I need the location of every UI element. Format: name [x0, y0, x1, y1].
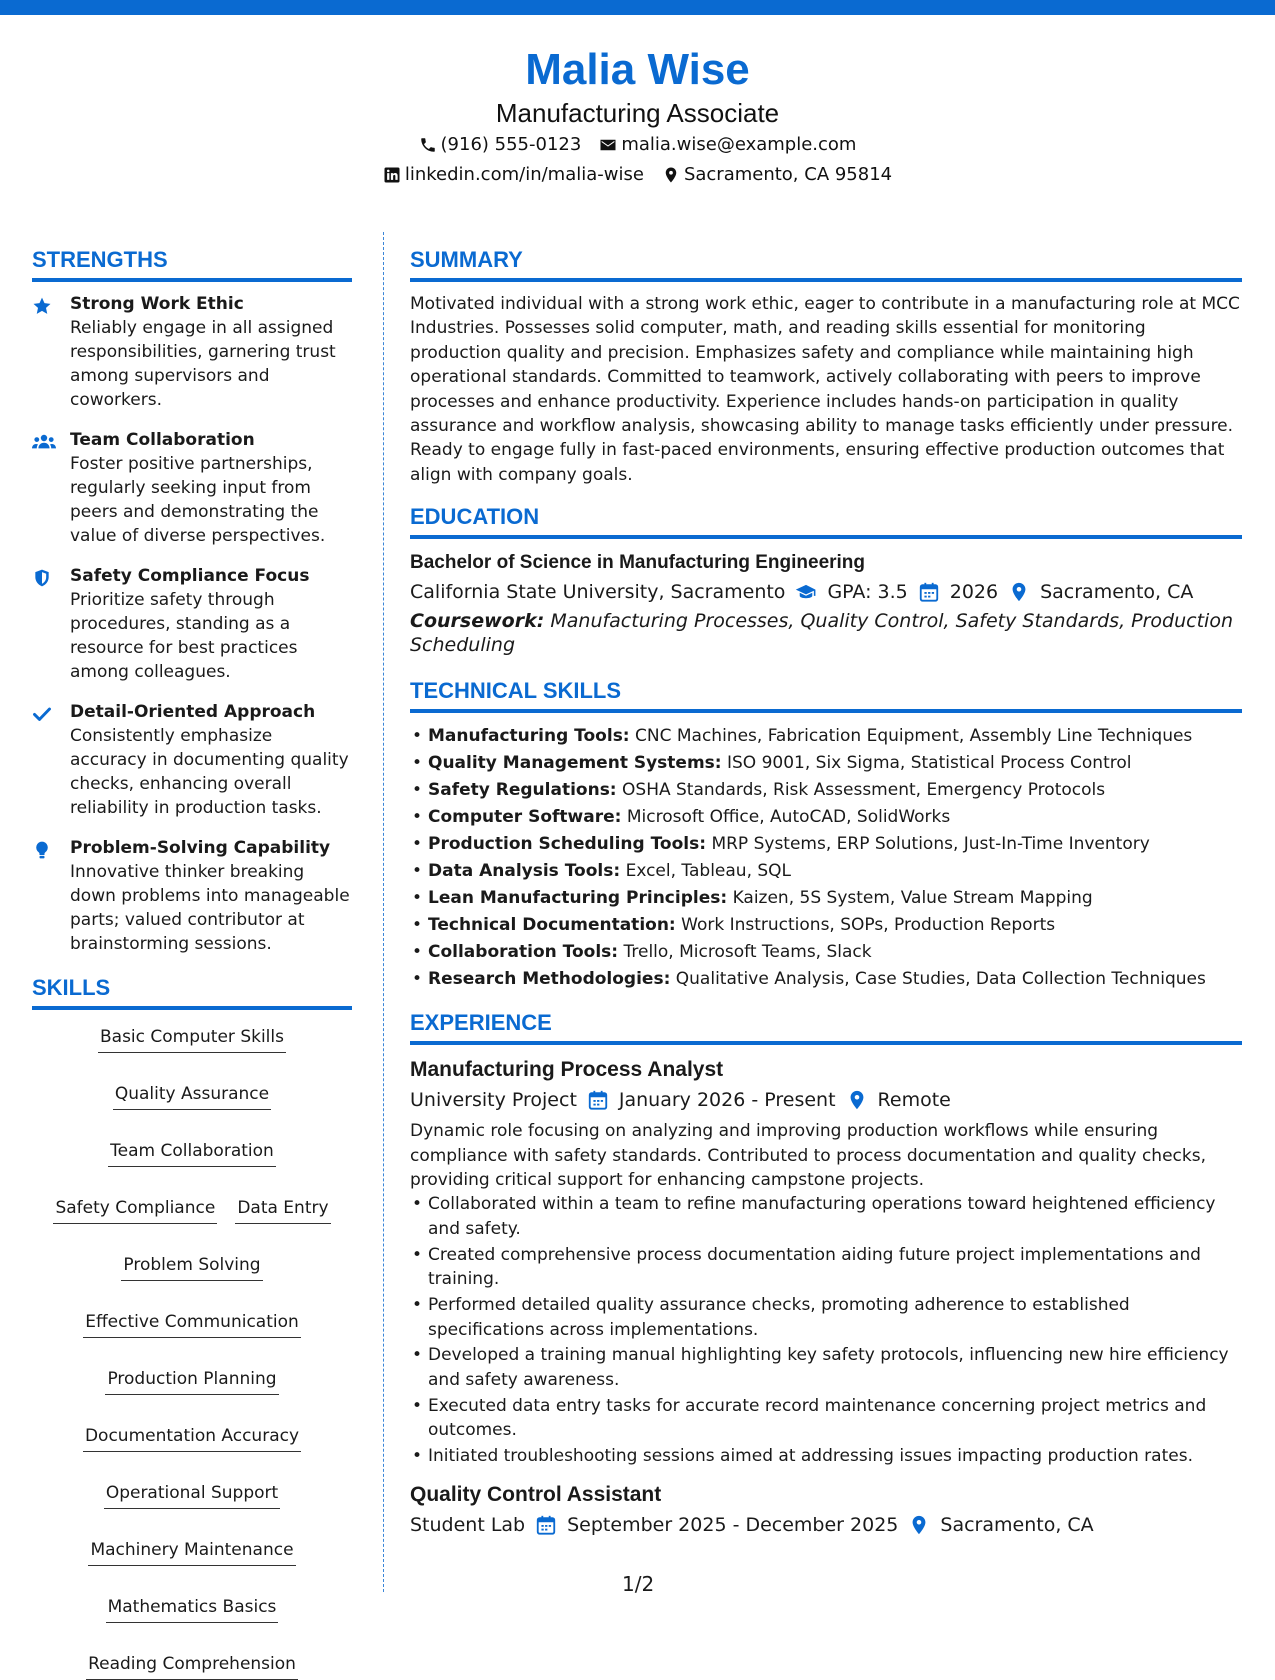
location-contact — [662, 160, 892, 190]
linkedin-text: linkedin.com/in/malia-wise — [404, 164, 644, 185]
calendar-icon — [918, 581, 940, 603]
tech-skill-value: MRP Systems, ERP Solutions, Just-In-Time Inventory — [711, 834, 1150, 855]
job-meta — [410, 1085, 1242, 1115]
school-name: California State University, Sacramento — [410, 581, 786, 604]
skill-tag: Mathematics Basics — [106, 1594, 279, 1623]
tech-skill-label: Safety Regulations: — [428, 780, 617, 801]
coursework-list: Manufacturing Processes, Quality Control, Safety Standards, Production Scheduling — [410, 610, 1233, 657]
candidate-name: Malia Wise — [525, 45, 750, 94]
summary-text: Motivated individual with a strong work ethic, eager to contribute in a manufacturing role at MCC Industries. Possesses solid computer, math, and reading skills essential for monitoring production quality and precision. Emphasizes safety and compliance while maintaining high operational standards. Committed to teamwork, actively collaborating with peers to improve processes and enhance productivity. Experience includes hands-on participation in quality assurance and workflow analysis, showcasing ability to manage tasks efficiently under pressure. Ready to engage fully in fast-paced environments, ensuring effective production outcomes that align with company goals. — [410, 294, 1240, 485]
list-item: • Initiated troubleshooting sessions aimed at addressing issues impacting production rates. — [410, 1444, 1242, 1468]
phone-text: (916) 555-0123 — [440, 134, 582, 155]
list-item — [410, 912, 1242, 939]
tech-skill-label: Quality Management Systems: — [428, 753, 722, 774]
tech-skill-value: Microsoft Office, AutoCAD, SolidWorks — [626, 807, 951, 828]
strength-item — [32, 836, 352, 956]
tech-skill-value: Excel, Tableau, SQL — [625, 861, 792, 882]
strength-desc: Foster positive partnerships, regularly seeking input from peers and demonstrating the value of diverse perspectives. — [70, 454, 326, 546]
tech-skill-value: OSHA Standards, Risk Assessment, Emergency Protocols — [622, 780, 1106, 801]
skill-tag: Basic Computer Skills — [98, 1024, 286, 1053]
shield-icon — [32, 568, 52, 588]
gpa-text: GPA: 3.5 — [827, 581, 908, 604]
skill-tag: Operational Support — [104, 1480, 280, 1509]
experience-heading: EXPERIENCE — [410, 1007, 1242, 1045]
list-item: • Developed a training manual highlighting key safety protocols, influencing new hire efficiency and safety awareness. — [410, 1343, 1242, 1392]
tech-skill-label: Technical Documentation: — [428, 915, 676, 936]
education-meta — [410, 577, 1242, 607]
strengths-heading: STRENGTHS — [32, 244, 352, 282]
star-icon — [32, 296, 52, 316]
calendar-icon — [587, 1089, 609, 1111]
skills-heading: SKILLS — [32, 972, 352, 1010]
skill-tag: Data Entry — [235, 1195, 330, 1224]
technical-skills-heading: TECHNICAL SKILLS — [410, 675, 1242, 713]
skill-tag: Production Planning — [105, 1366, 278, 1395]
education-heading: EDUCATION — [410, 501, 1242, 539]
coursework-label: Coursework: — [410, 610, 545, 633]
tech-skill-value: ISO 9001, Six Sigma, Statistical Process Control — [727, 753, 1132, 774]
page-number: 1/2 — [622, 1572, 655, 1596]
job-location: Sacramento, CA — [940, 1514, 1094, 1537]
strength-title: Problem-Solving Capability — [70, 838, 331, 858]
tech-skill-value: Kaizen, 5S System, Value Stream Mapping — [732, 888, 1093, 909]
linkedin-contact[interactable] — [383, 160, 644, 190]
list-item: • Created comprehensive process documentation aiding future project implementations and training. — [410, 1243, 1242, 1292]
email-contact[interactable] — [599, 130, 856, 160]
strength-title: Safety Compliance Focus — [70, 566, 310, 586]
job-title: Quality Control Assistant — [410, 1483, 662, 1507]
strength-desc: Innovative thinker breaking down problems into manageable parts; valued contributor at brainstorming sessions. — [70, 862, 350, 954]
list-item: • Executed data entry tasks for accurate record maintenance concerning project metrics and outcomes. — [410, 1394, 1242, 1443]
list-item — [410, 804, 1242, 831]
list-item — [410, 858, 1242, 885]
skills-list — [32, 1020, 352, 1680]
job-dates: September 2025 - December 2025 — [567, 1514, 899, 1537]
email-text: malia.wise@example.com — [621, 134, 857, 155]
list-item — [410, 723, 1242, 750]
skill-tag: Documentation Accuracy — [83, 1423, 301, 1452]
tech-skill-label: Collaboration Tools: — [428, 942, 619, 963]
job-location: Remote — [877, 1089, 951, 1112]
strength-item — [32, 564, 352, 684]
strength-desc: Prioritize safety through procedures, standing as a resource for best practices among colleagues. — [70, 590, 298, 682]
job-title: Manufacturing Process Analyst — [410, 1058, 724, 1082]
checkmark-icon — [32, 704, 52, 724]
strength-desc: Consistently emphasize accuracy in documenting quality checks, enhancing overall reliability in production tasks. — [70, 726, 349, 818]
linkedin-icon — [383, 166, 401, 184]
resume-header — [0, 44, 1275, 190]
tech-skill-label: Production Scheduling Tools: — [428, 834, 707, 855]
map-pin-icon — [846, 1089, 868, 1111]
phone-icon — [419, 136, 437, 154]
strength-title: Strong Work Ethic — [70, 294, 244, 314]
strength-item — [32, 700, 352, 820]
skill-tag: Reading Comprehension — [86, 1651, 298, 1680]
tech-skill-value: Work Instructions, SOPs, Production Reports — [681, 915, 1056, 936]
summary-heading: SUMMARY — [410, 244, 1242, 282]
strength-item — [32, 292, 352, 412]
list-item — [410, 966, 1242, 993]
tech-skill-label: Manufacturing Tools: — [428, 726, 630, 747]
skill-tag: Machinery Maintenance — [88, 1537, 295, 1566]
tech-skill-value: CNC Machines, Fabrication Equipment, Assembly Line Techniques — [635, 726, 1193, 747]
map-pin-icon — [662, 166, 680, 184]
job-dates: January 2026 - Present — [618, 1089, 836, 1112]
users-icon — [32, 432, 56, 452]
map-pin-icon — [908, 1514, 930, 1536]
tech-skill-value: Trello, Microsoft Teams, Slack — [623, 942, 872, 963]
calendar-icon — [535, 1514, 557, 1536]
technical-skills-list — [410, 723, 1242, 993]
tech-skill-label: Lean Manufacturing Principles: — [428, 888, 728, 909]
list-item — [410, 939, 1242, 966]
graduation-cap-icon — [795, 581, 817, 603]
top-accent-bar — [0, 0, 1275, 15]
strength-title: Team Collaboration — [70, 430, 255, 450]
right-column — [410, 244, 1242, 1540]
strength-desc: Reliably engage in all assigned responsibilities, garnering trust among supervisors and coworkers. — [70, 318, 336, 410]
phone-contact — [419, 130, 582, 160]
skill-tag: Team Collaboration — [108, 1138, 276, 1167]
job-meta — [410, 1510, 1242, 1540]
tech-skill-label: Computer Software: — [428, 807, 622, 828]
coursework — [410, 609, 1242, 657]
degree-title: Bachelor of Science in Manufacturing Engineering — [410, 552, 866, 574]
list-item — [410, 777, 1242, 804]
tech-skill-value: Qualitative Analysis, Case Studies, Data Collection Techniques — [675, 969, 1206, 990]
skill-tag: Quality Assurance — [113, 1081, 271, 1110]
job-bullets — [410, 1192, 1242, 1468]
education-location: Sacramento, CA — [1040, 581, 1194, 604]
location-text: Sacramento, CA 95814 — [683, 164, 893, 185]
job-description: Dynamic role focusing on analyzing and improving production workflows while ensuring compliance with safety standards. Contributed to process documentation and quality checks, providing critical support for enhancing campstone projects. — [410, 1121, 1206, 1191]
list-item: • Performed detailed quality assurance checks, promoting adherence to established specifications across implementations. — [410, 1293, 1242, 1342]
skill-tag: Safety Compliance — [53, 1195, 217, 1224]
skill-tag: Problem Solving — [121, 1252, 262, 1281]
job-org: University Project — [410, 1089, 577, 1112]
left-column — [32, 244, 352, 1680]
job-org: Student Lab — [410, 1514, 526, 1537]
tech-skill-label: Research Methodologies: — [428, 969, 671, 990]
contact-row-2 — [0, 160, 1275, 190]
column-divider — [383, 232, 384, 1592]
job-title: Manufacturing Associate — [495, 98, 780, 128]
strength-item — [32, 428, 352, 548]
list-item — [410, 831, 1242, 858]
strength-title: Detail-Oriented Approach — [70, 702, 316, 722]
envelope-icon — [599, 136, 617, 154]
tech-skill-label: Data Analysis Tools: — [428, 861, 621, 882]
contact-row-1 — [0, 130, 1275, 160]
map-pin-icon — [1008, 581, 1030, 603]
lightbulb-icon — [32, 840, 52, 860]
list-item — [410, 885, 1242, 912]
graduation-year: 2026 — [949, 581, 999, 604]
skill-tag: Effective Communication — [83, 1309, 301, 1338]
list-item: • Collaborated within a team to refine manufacturing operations toward heightened efficiency and safety. — [410, 1192, 1242, 1241]
list-item — [410, 750, 1242, 777]
